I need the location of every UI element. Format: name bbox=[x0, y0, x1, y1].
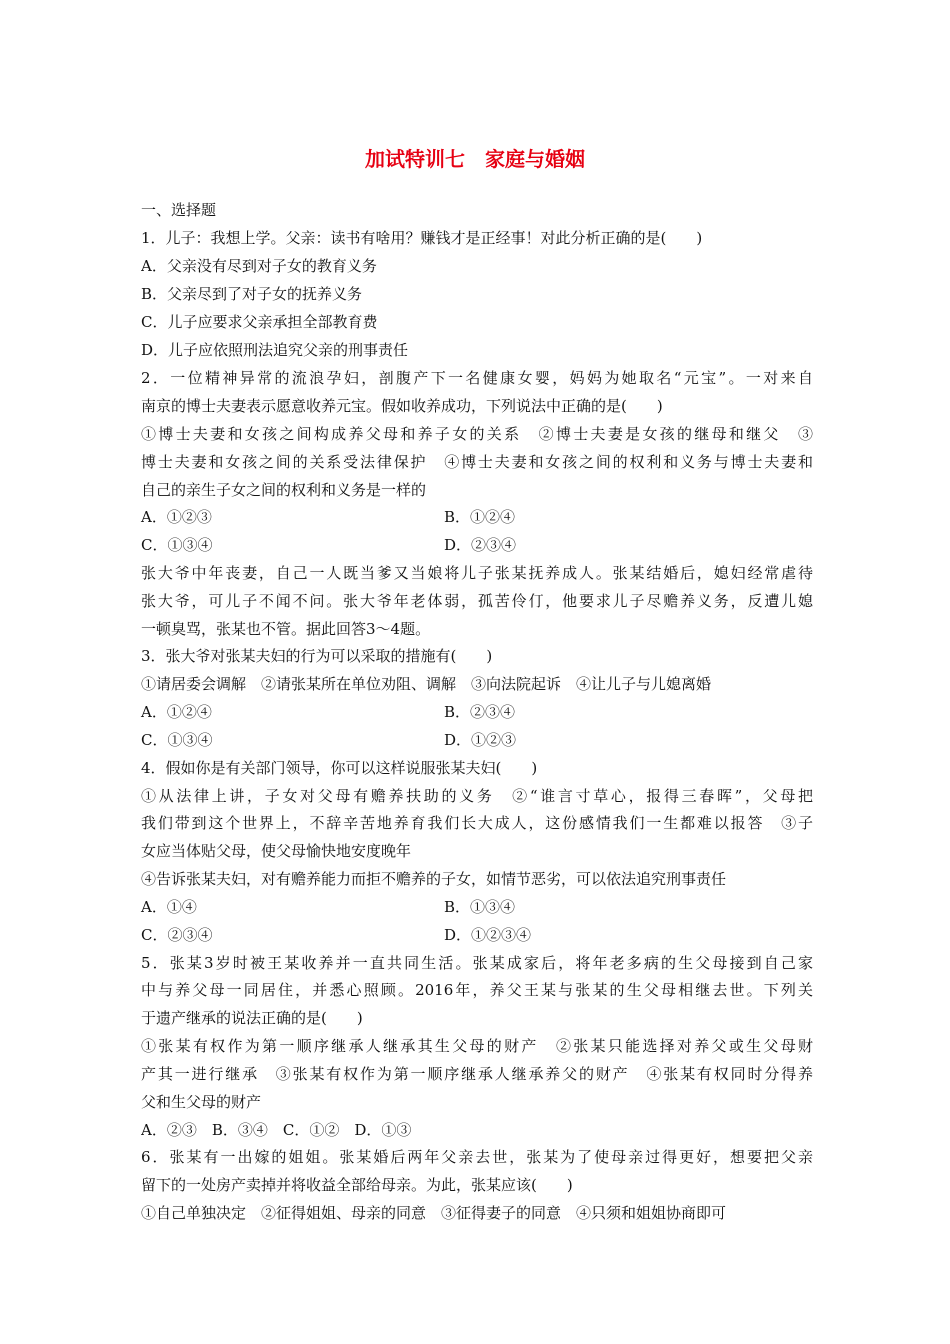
question-5-line: 父和生父母的财产 bbox=[141, 1093, 262, 1111]
question-5-line: 5．张某3岁时被王某收养并一直共同生活。张某成家后，将年老多病的生父母接到自己家 bbox=[141, 954, 813, 972]
question-2-option-a: A．①②③ bbox=[141, 508, 212, 526]
question-4-line: ①从法律上讲，子女对父母有赡养扶助的义务 ②“谁言寸草心，报得三春晖”，父母把 bbox=[141, 787, 813, 805]
question-5-line: 中与养父母一同居住，并悉心照顾。2016年，养父王某与张某的生父母相继去世。下列关 bbox=[141, 981, 813, 999]
question-3-items: ①请居委会调解 ②请张某所在单位劝阻、调解 ③向法院起诉 ④让儿子与儿媳离婚 bbox=[141, 675, 712, 693]
question-3-option-a: A．①②④ bbox=[141, 703, 212, 721]
question-2-line: 2．一位精神异常的流浪孕妇，剖腹产下一名健康女婴，妈妈为她取名“元宝”。一对来自 bbox=[141, 369, 813, 387]
question-3-option-c: C．①③④ bbox=[141, 731, 213, 749]
question-1-option-b: B．父亲尽到了对子女的抚养义务 bbox=[141, 285, 363, 303]
question-4-line: ④告诉张某夫妇，对有赡养能力而拒不赡养的子女，如情节恶劣，可以依法追究刑事责任 bbox=[141, 870, 727, 888]
question-6-line: 留下的一处房产卖掉并将收益全部给母亲。为此，张某应该( ) bbox=[141, 1176, 573, 1194]
question-4-line: 女应当体贴父母，使父母愉快地安度晚年 bbox=[141, 842, 412, 860]
question-3-option-d: D．①②③ bbox=[444, 731, 517, 749]
question-2-line: 南京的博士夫妻表示愿意收养元宝。假如收养成功，下列说法中正确的是( ) bbox=[141, 397, 663, 415]
question-4-line: 我们带到这个世界上，不辞辛苦地养育我们长大成人，这份感情我们一生都难以报答 ③子 bbox=[141, 814, 813, 832]
question-6-line: 6．张某有一出嫁的姐姐。张某婚后两年父亲去世，张某为了使母亲过得更好，想要把父亲 bbox=[141, 1148, 813, 1166]
material-line: 张大爷中年丧妻，自己一人既当爹又当娘将儿子张某抚养成人。张某结婚后，媳妇经常虐待 bbox=[141, 564, 813, 582]
material-line: 张大爷，可儿子不闻不问。张大爷年老体弱，孤苦伶仃，他要求儿子尽赡养义务，反遭儿媳 bbox=[141, 592, 813, 610]
question-1-option-d: D．儿子应依照刑法追究父亲的刑事责任 bbox=[141, 341, 409, 359]
question-1-option-c: C．儿子应要求父亲承担全部教育费 bbox=[141, 313, 378, 331]
question-4-option-c: C．②③④ bbox=[141, 926, 213, 944]
question-6-line: ①自己单独决定 ②征得姐姐、母亲的同意 ③征得妻子的同意 ④只须和姐姐协商即可 bbox=[141, 1204, 727, 1222]
question-4-option-a: A．①④ bbox=[141, 898, 197, 916]
question-2-option-b: B．①②④ bbox=[444, 508, 516, 526]
question-1-option-a: A．父亲没有尽到对子女的教育义务 bbox=[141, 257, 377, 275]
question-4-line: 4．假如你是有关部门领导，你可以这样说服张某夫妇( ) bbox=[141, 759, 538, 777]
question-5-line: ①张某有权作为第一顺序继承人继承其生父母的财产 ②张某只能选择对养父或生父母财 bbox=[141, 1037, 813, 1055]
question-5-line: 于遗产继承的说法正确的是( ) bbox=[141, 1009, 363, 1027]
question-2-line: ①博士夫妻和女孩之间构成养父母和养子女的关系 ②博士夫妻是女孩的继母和继父 ③ bbox=[141, 425, 813, 443]
material-line: 一顿臭骂，张某也不管。据此回答3～4题。 bbox=[141, 620, 431, 638]
question-2-option-d: D．②③④ bbox=[444, 536, 517, 554]
page-title: 加试特训七 家庭与婚姻 bbox=[365, 147, 585, 171]
question-5-line: 产其一进行继承 ③张某有权作为第一顺序继承人继承养父的财产 ④张某有权同时分得养 bbox=[141, 1065, 813, 1083]
question-3-stem: 3．张大爷对张某夫妇的行为可以采取的措施有( ) bbox=[141, 647, 493, 665]
question-3-option-b: B．②③④ bbox=[444, 703, 516, 721]
question-2-line: 博士夫妻和女孩之间的关系受法律保护 ④博士夫妻和女孩之间的权利和义务与博士夫妻和 bbox=[141, 453, 813, 471]
section-heading: 一、选择题 bbox=[141, 201, 217, 219]
question-5-options: A．②③ B．③④ C．①② D．①③ bbox=[141, 1121, 412, 1139]
question-4-option-d: D．①②③④ bbox=[444, 926, 532, 944]
question-2-option-c: C．①③④ bbox=[141, 536, 213, 554]
question-1-stem: 1．儿子：我想上学。父亲：读书有啥用？赚钱才是正经事！对此分析正确的是( ) bbox=[141, 229, 703, 247]
question-2-line: 自己的亲生子女之间的权利和义务是一样的 bbox=[141, 481, 427, 499]
question-4-option-b: B．①③④ bbox=[444, 898, 516, 916]
